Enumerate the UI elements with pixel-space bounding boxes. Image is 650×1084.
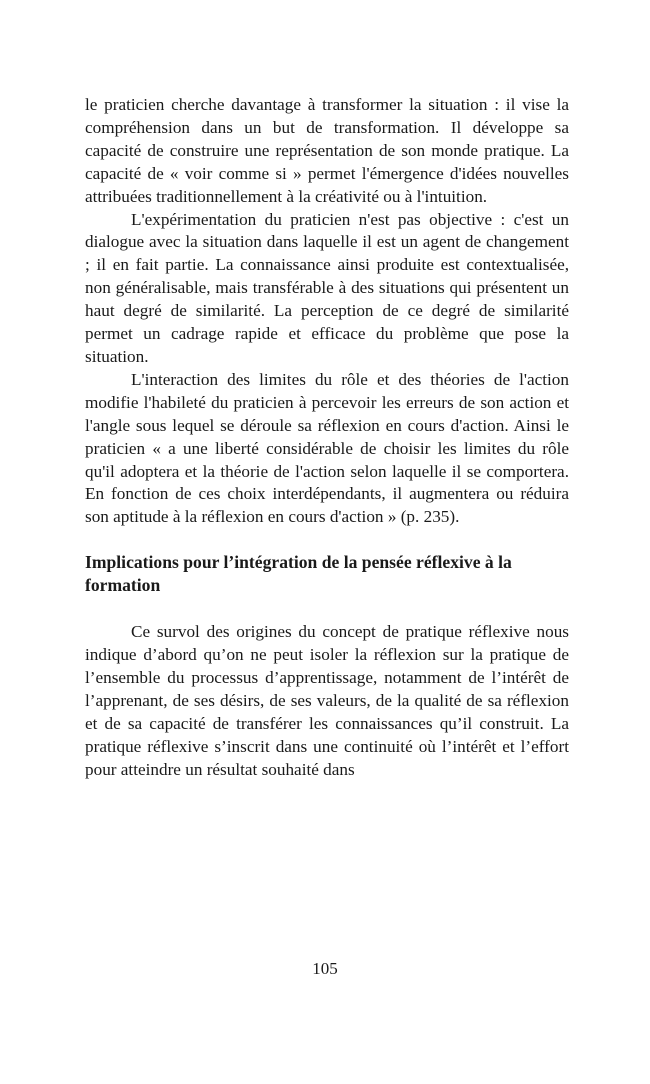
paragraph-1: le praticien cherche davantage à transformer la situation : il vise la compréhension dans un but de transformation. Il développe sa capacité de construire une représentation de son monde pratique. La capacité de « voir comme si » permet l'émergence d'idées nouvelles attribuées traditionnellement à la créativité ou à l'intuition. <box>85 95 569 206</box>
paragraph-2: L'expérimentation du praticien n'est pas objective : c'est un dialogue avec la situation dans laquelle il est un agent de changement ; il en fait partie. La connaissance ainsi produite est contextualisée, non généralisable, mais transférable à des situations qui présentent un haut degré de similarité. La perception de ce degré de similarité permet un cadrage rapide et efficace du problème que pose la situation. <box>85 209 569 366</box>
page-body <box>85 94 569 782</box>
page-number: 105 <box>312 959 338 978</box>
paragraph-3: L'interaction des limites du rôle et des théories de l'action modifie l'habileté du praticien à percevoir les erreurs de son action et l'angle sous lequel se déroule sa réflexion en cours d'action. Ainsi le praticien « a une liberté considérable de choisir les limites du rôle qu'il adoptera et la théorie de l'action selon laquelle il se comportera. En fonction de ces choix interdépendants, il augmentera ou réduira son aptitude à la réflexion en cours d'action » (p. 235). <box>85 369 569 527</box>
section-heading: Implications pour l’intégration de la pensée réflexive à la formation <box>85 552 512 596</box>
section-paragraph: Ce survol des origines du concept de pratique réflexive nous indique d’abord qu’on ne peut isoler la réflexion sur la pratique de l’ensemble du processus d’apprentissage, notamment de l’intérêt de l’apprenant, de ses désirs, de ses valeurs, de la qualité de sa réflexion et de sa capacité de transférer les connaissances qu’il construit. La pratique réflexive s’inscrit dans une continuité où l’intérêt et l’effort pour atteindre un résultat souhaité dans <box>85 622 569 779</box>
